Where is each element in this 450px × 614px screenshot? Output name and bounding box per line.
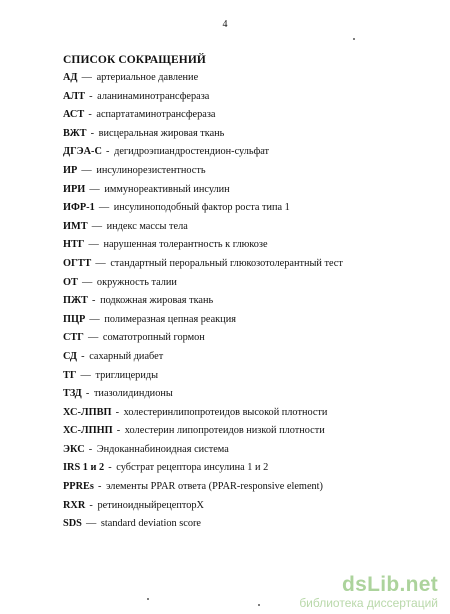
abbreviation-term: ЭКС [63, 443, 85, 455]
abbreviation-term: ТЗД [63, 388, 82, 400]
abbreviation-definition: иммунореактивный инсулин [104, 183, 230, 195]
abbreviation-separator: — [95, 257, 106, 269]
abbreviation-separator: - [88, 109, 92, 121]
abbreviation-entry [63, 385, 343, 404]
abbreviation-term: RXR [63, 499, 86, 511]
abbreviation-term: ИР [63, 164, 78, 176]
abbreviation-term: SDS [63, 518, 82, 530]
abbreviation-term: ОТ [63, 276, 78, 288]
abbreviation-term: ОГТТ [63, 257, 92, 269]
abbreviation-entry [63, 367, 343, 386]
abbreviation-definition: триглицериды [95, 369, 158, 381]
abbreviation-entry [63, 199, 343, 218]
abbreviation-separator: - [90, 127, 95, 139]
abbreviation-term: АСТ [63, 109, 85, 121]
abbreviation-term: НТГ [63, 239, 85, 251]
abbreviation-definition: аспартатаминотрансфераза [96, 109, 216, 121]
watermark-subtitle: библиотека диссертаций [299, 596, 438, 610]
abbreviation-term: ИФР-1 [63, 202, 95, 214]
abbreviation-definition: окружность талии [96, 276, 177, 288]
abbreviation-definition: сахарный диабет [89, 350, 164, 362]
abbreviation-definition: нарушенная толерантность к глюкозе [103, 239, 268, 251]
abbreviation-definition: standard deviation score [100, 518, 201, 530]
abbreviation-separator: - [115, 406, 120, 418]
scan-speck [258, 604, 260, 606]
abbreviation-term: ПЦР [63, 313, 86, 325]
abbreviation-term: ДГЭА-С [63, 146, 102, 158]
abbreviation-term: ХС-ЛПНП [63, 425, 113, 437]
abbreviation-separator: — [82, 276, 93, 288]
abbreviation-entry [63, 497, 343, 516]
abbreviation-term: СД [63, 350, 78, 362]
abbreviations-heading: СПИСОК СОКРАЩЕНИЙ [63, 54, 206, 66]
page-number: 4 [222, 19, 228, 30]
abbreviation-definition: Эндоканнабиноидная система [96, 443, 229, 455]
abbreviation-entry [63, 69, 343, 88]
abbreviation-separator: - [81, 350, 85, 362]
abbreviation-entry [63, 478, 343, 497]
abbreviation-entry [63, 348, 343, 367]
abbreviation-definition: артериальное давление [96, 72, 199, 83]
abbreviation-definition: холестеринлипопротеидов высокой плотности [123, 406, 328, 418]
abbreviation-definition: ретиноидныйрецепторX [97, 499, 204, 511]
abbreviation-entry [63, 515, 343, 534]
scan-speck [353, 38, 355, 40]
abbreviation-term: ИРИ [63, 183, 86, 195]
abbreviation-entry [63, 143, 343, 162]
abbreviation-entry [63, 162, 343, 181]
watermark-logo: dsLib.net [341, 573, 438, 596]
abbreviation-term: ВЖТ [63, 127, 87, 139]
abbreviation-separator: — [91, 220, 103, 232]
abbreviation-term: СТГ [63, 332, 84, 344]
abbreviation-separator: - [108, 462, 112, 474]
abbreviation-definition: подкожная жировая ткань [100, 295, 214, 307]
abbreviation-definition: индекс массы тела [106, 220, 188, 232]
abbreviation-definition: холестерин липопротеидов низкой плотности [124, 425, 325, 437]
abbreviation-term: IRS 1 и 2 [63, 462, 105, 474]
abbreviation-entry [63, 404, 343, 423]
abbreviation-definition: тиазолидиндионы [93, 388, 173, 400]
abbreviation-entry [63, 311, 343, 330]
watermark [299, 574, 438, 609]
abbreviation-separator: - [98, 481, 102, 493]
abbreviation-term: ТГ [63, 369, 77, 381]
abbreviation-entry [63, 274, 343, 293]
abbreviation-separator: — [88, 239, 99, 251]
abbreviation-separator: — [98, 202, 110, 214]
abbreviation-separator: — [86, 518, 97, 530]
abbreviation-separator: - [92, 295, 96, 307]
scan-speck [147, 598, 149, 600]
abbreviation-entry [63, 236, 343, 255]
abbreviation-separator: — [81, 164, 92, 176]
abbreviation-definition: инсулинорезистентность [96, 164, 206, 176]
abbreviation-entry [63, 459, 343, 478]
abbreviation-entry [63, 292, 343, 311]
abbreviation-term: ИМТ [63, 220, 88, 232]
abbreviation-definition: дегидроэпиандростендион-сульфат [114, 146, 270, 158]
abbreviation-definition: стандартный пероральный глюкозотолерантный тест [110, 257, 343, 269]
abbreviation-definition: инсулиноподобный фактор роста типа 1 [113, 202, 290, 214]
abbreviation-separator: — [80, 369, 91, 381]
abbreviation-entry [63, 88, 343, 107]
abbreviation-separator: — [81, 72, 92, 83]
abbreviation-separator: — [87, 332, 99, 344]
abbreviation-separator: - [116, 425, 121, 437]
abbreviation-entry [63, 422, 343, 441]
abbreviation-entry [63, 329, 343, 348]
abbreviation-entry [63, 218, 343, 237]
abbreviation-separator: - [89, 499, 93, 511]
abbreviation-separator: — [89, 313, 100, 325]
abbreviation-term: ПЖТ [63, 295, 88, 307]
abbreviation-term: АД [63, 72, 78, 83]
abbreviation-entry [63, 255, 343, 274]
abbreviation-entry [63, 441, 343, 460]
abbreviation-entry [63, 181, 343, 200]
abbreviation-term: PPREs [63, 481, 94, 493]
abbreviation-definition: соматотропный гормон [102, 332, 205, 344]
abbreviation-separator: - [106, 146, 110, 158]
abbreviation-separator: - [89, 90, 93, 102]
abbreviation-definition: висцеральная жировая ткань [98, 127, 225, 139]
abbreviation-entry [63, 125, 343, 144]
abbreviation-definition: субстрат рецептора инсулина 1 и 2 [116, 462, 269, 474]
abbreviation-separator: - [85, 388, 90, 400]
abbreviation-definition: полимеразная цепная реакция [104, 313, 236, 325]
abbreviation-separator: - [88, 443, 93, 455]
abbreviation-definition: элементы PPAR ответа (PPAR-responsive element) [106, 481, 323, 493]
abbreviation-term: ХС-ЛПВП [63, 406, 112, 418]
abbreviation-separator: — [89, 183, 100, 195]
abbreviation-term: АЛТ [63, 90, 85, 102]
abbreviation-definition: аланинаминотрансфераза [97, 90, 210, 102]
abbreviations-list [63, 69, 343, 534]
abbreviation-entry [63, 106, 343, 125]
